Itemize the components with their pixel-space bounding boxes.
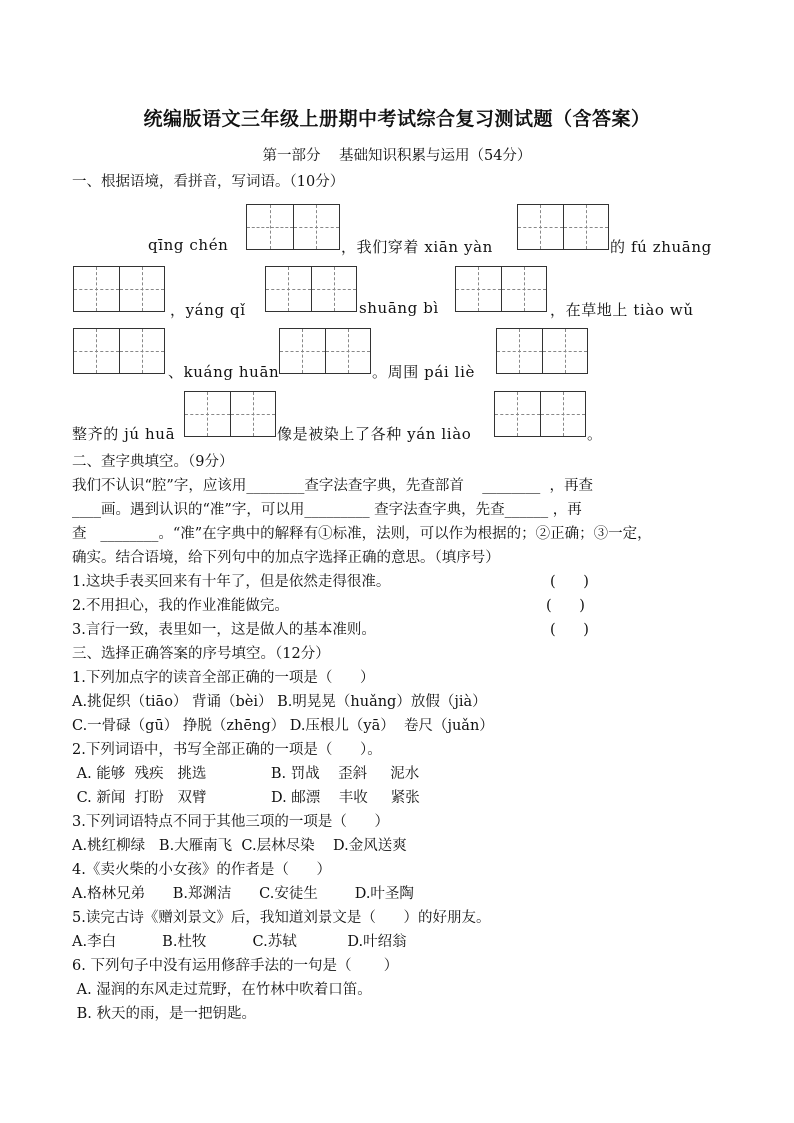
answer-paren-2[interactable]: ( ) bbox=[546, 598, 585, 614]
section3-q4-options: A.格林兄弟 B.郑渊洁 C.安徒生 D.叶圣陶 bbox=[72, 886, 414, 902]
answer-box-10[interactable] bbox=[494, 391, 586, 437]
section3-q4: 4.《卖火柴的小女孩》的作者是（ ） bbox=[72, 862, 331, 878]
answer-box-5[interactable] bbox=[455, 266, 547, 312]
page-title: 统编版语文三年级上册期中考试综合复习测试题（含答案） bbox=[143, 108, 651, 130]
line2-text-2: shuāng bì bbox=[359, 299, 439, 317]
answer-box-7[interactable] bbox=[279, 328, 371, 374]
line3-text-2: 。周围 pái liè bbox=[372, 363, 475, 381]
section3-q5: 5.读完古诗《赠刘景文》后，我知道刘景文是（ ）的好朋友。 bbox=[72, 910, 491, 926]
line3-text-1: 、kuáng huān bbox=[168, 363, 280, 381]
section3-q3-options: A.桃红柳绿 B.大雁南飞 C.层林尽染 D.金风送爽 bbox=[72, 838, 407, 854]
line4-text-2: 像是被染上了各种 yán liào bbox=[277, 425, 472, 443]
section1-heading: 一、根据语境，看拼音，写词语。（10分） bbox=[72, 174, 345, 190]
line1-text-1: ，我们穿着 xiān yàn bbox=[341, 238, 493, 256]
answer-box-3[interactable] bbox=[73, 266, 165, 312]
line4-text-3: 。 bbox=[587, 425, 603, 443]
line1-text-2: 的 fú zhuāng bbox=[610, 238, 712, 256]
section3-q6: 6. 下列句子中没有运用修辞手法的一句是（ ） bbox=[72, 958, 399, 974]
section3-q1-options-cd: C.一骨碌（gū） 挣脱（zhēng） D.压根儿（yā） 卷尺（juǎn） bbox=[72, 718, 494, 734]
answer-paren-1[interactable]: ( ) bbox=[550, 574, 589, 590]
section3-q3: 3.下列词语特点不同于其他三项的一项是（ ） bbox=[72, 814, 389, 830]
answer-box-2[interactable] bbox=[517, 204, 609, 250]
pinyin-qingchen: qīng chén bbox=[148, 236, 229, 254]
section3-q6-option-a: A. 湿润的东风走过荒野，在竹林中吹着口笛。 bbox=[72, 982, 372, 998]
section2-para-4: 确实。结合语境，给下列句中的加点字选择正确的意思。（填序号） bbox=[72, 550, 500, 566]
answer-box-9[interactable] bbox=[184, 391, 276, 437]
section2-para-3: 查 ________。“准”在字典中的解释有①标准，法则，可以作为根据的；②正确；③一定， bbox=[72, 526, 652, 542]
section2-q1: 1.这块手表买回来有十年了，但是依然走得很准。 bbox=[72, 574, 391, 590]
line2-text-1: ，yáng qǐ bbox=[170, 301, 246, 319]
section3-q5-options: A.李白 B.杜牧 C.苏轼 D.叶绍翁 bbox=[72, 934, 407, 950]
answer-box-4[interactable] bbox=[265, 266, 357, 312]
answer-box-6[interactable] bbox=[73, 328, 165, 374]
section3-heading: 三、选择正确答案的序号填空。（12分） bbox=[72, 646, 330, 662]
section2-para-2: ____画。遇到认识的“准”字，可以用_________ 查字法查字典，先查______ ，再 bbox=[72, 502, 582, 518]
line2-text-3: ，在草地上 tiào wǔ bbox=[550, 301, 694, 319]
answer-box-8[interactable] bbox=[496, 328, 588, 374]
section2-q2: 2.不用担心，我的作业准能做完。 bbox=[72, 598, 289, 614]
section3-q6-option-b: B. 秋天的雨，是一把钥匙。 bbox=[72, 1006, 256, 1022]
section2-heading: 二、查字典填空。（9分） bbox=[72, 454, 234, 470]
section2-para-1: 我们不认识“腔”字，应该用________查字法查字典，先查部首 ________ ，再查 bbox=[72, 478, 593, 494]
section3-q1-options-ab: A.挑促织（tiāo） 背诵（bèi） B.明晃晃（huǎng）放假（jià） bbox=[72, 694, 487, 710]
part-subtitle: 第一部分 基础知识积累与运用（54分） bbox=[262, 148, 532, 164]
answer-paren-3[interactable]: ( ) bbox=[550, 622, 589, 638]
section3-q2-options-cd: C. 新闻 打盼 双臂 D. 邮漂 丰收 紧张 bbox=[72, 790, 420, 806]
section3-q2: 2.下列词语中，书写全部正确的一项是（ ）。 bbox=[72, 742, 382, 758]
answer-box-1[interactable] bbox=[246, 204, 340, 250]
line4-text-1: 整齐的 jú huā bbox=[72, 425, 176, 443]
section3-q2-options-ab: A. 能够 残疾 挑选 B. 罚战 歪斜 泥水 bbox=[72, 766, 420, 782]
section3-q1: 1.下列加点字的读音全部正确的一项是（ ） bbox=[72, 670, 375, 686]
section2-q3: 3.言行一致，表里如一，这是做人的基本准则。 bbox=[72, 622, 376, 638]
